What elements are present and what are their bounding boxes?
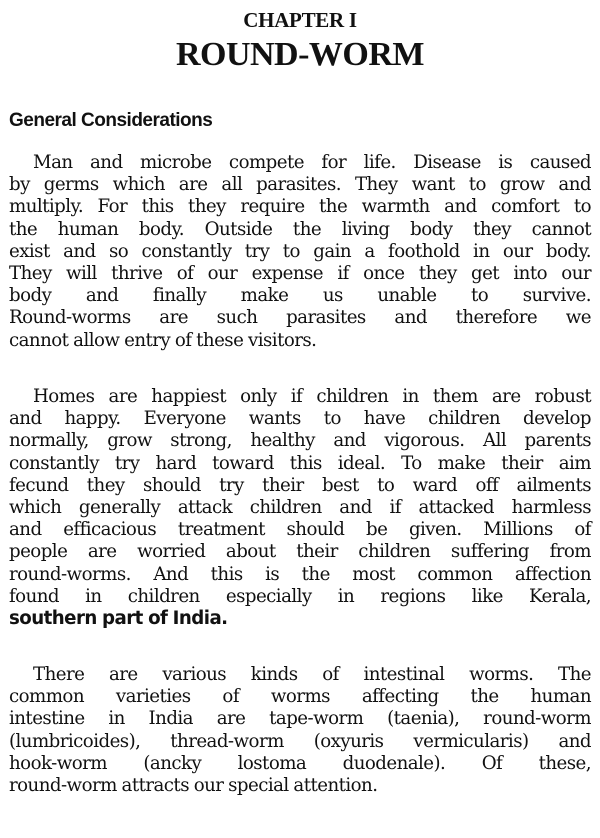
text-line: by germs which are all parasites. They want to grow and <box>9 174 591 196</box>
text-line: They will thrive of our expense if once they get into our <box>9 263 591 285</box>
paragraph-1 <box>9 152 591 352</box>
chapter-title: ROUND-WORM <box>175 36 425 73</box>
text-line: (lumbricoides), thread-worm (oxyuris vermicularis) and <box>9 730 591 752</box>
text-line: hook-worm (ancky lostoma duodenale). Of these, <box>9 752 591 774</box>
text-line: Man and microbe compete for life. Disease is caused <box>33 152 591 173</box>
text-line: and happy. Everyone wants to have children develop <box>9 408 591 430</box>
text-line: multiply. For this they require the warmth and comfort to <box>9 196 591 218</box>
text-line: which generally attack children and if attacked harmless <box>9 497 591 519</box>
text-line: body and finally make us unable to survive. <box>9 285 591 307</box>
text-line: constantly try hard toward this ideal. To make their aim <box>9 452 591 474</box>
text-line: the human body. Outside the living body they cannot <box>9 218 591 240</box>
bold-text-line: southern part of India. <box>9 608 228 630</box>
text-line: fecund they should try their best to ward off ailments <box>9 474 591 496</box>
text-line: round-worms. And this is the most common affection <box>9 563 591 585</box>
text-line: people are worried about their children suffering from <box>9 541 591 563</box>
text-line: found in children especially in regions like Kerala, <box>9 585 591 607</box>
text-line: Homes are happiest only if children in them are robust <box>33 386 591 407</box>
text-line: and efficacious treatment should be given. Millions of <box>9 519 591 541</box>
text-line: common varieties of worms affecting the human <box>9 686 591 708</box>
text-line: normally, grow strong, healthy and vigorous. All parents <box>9 430 591 452</box>
text-line: round-worm attracts our special attention. <box>9 775 378 797</box>
chapter-label: CHAPTER I <box>243 8 357 32</box>
paragraph-2 <box>9 386 591 630</box>
section-heading: General Considerations <box>9 110 213 131</box>
text-line: Round-worms are such parasites and therefore we <box>9 307 591 329</box>
paragraph-3 <box>9 664 591 797</box>
text-line: There are various kinds of intestinal worms. The <box>33 664 591 685</box>
text-line: exist and so constantly try to gain a foothold in our body. <box>9 240 591 262</box>
text-line: intestine in India are tape-worm (taenia), round-worm <box>9 708 591 730</box>
text-line: cannot allow entry of these visitors. <box>9 329 317 351</box>
